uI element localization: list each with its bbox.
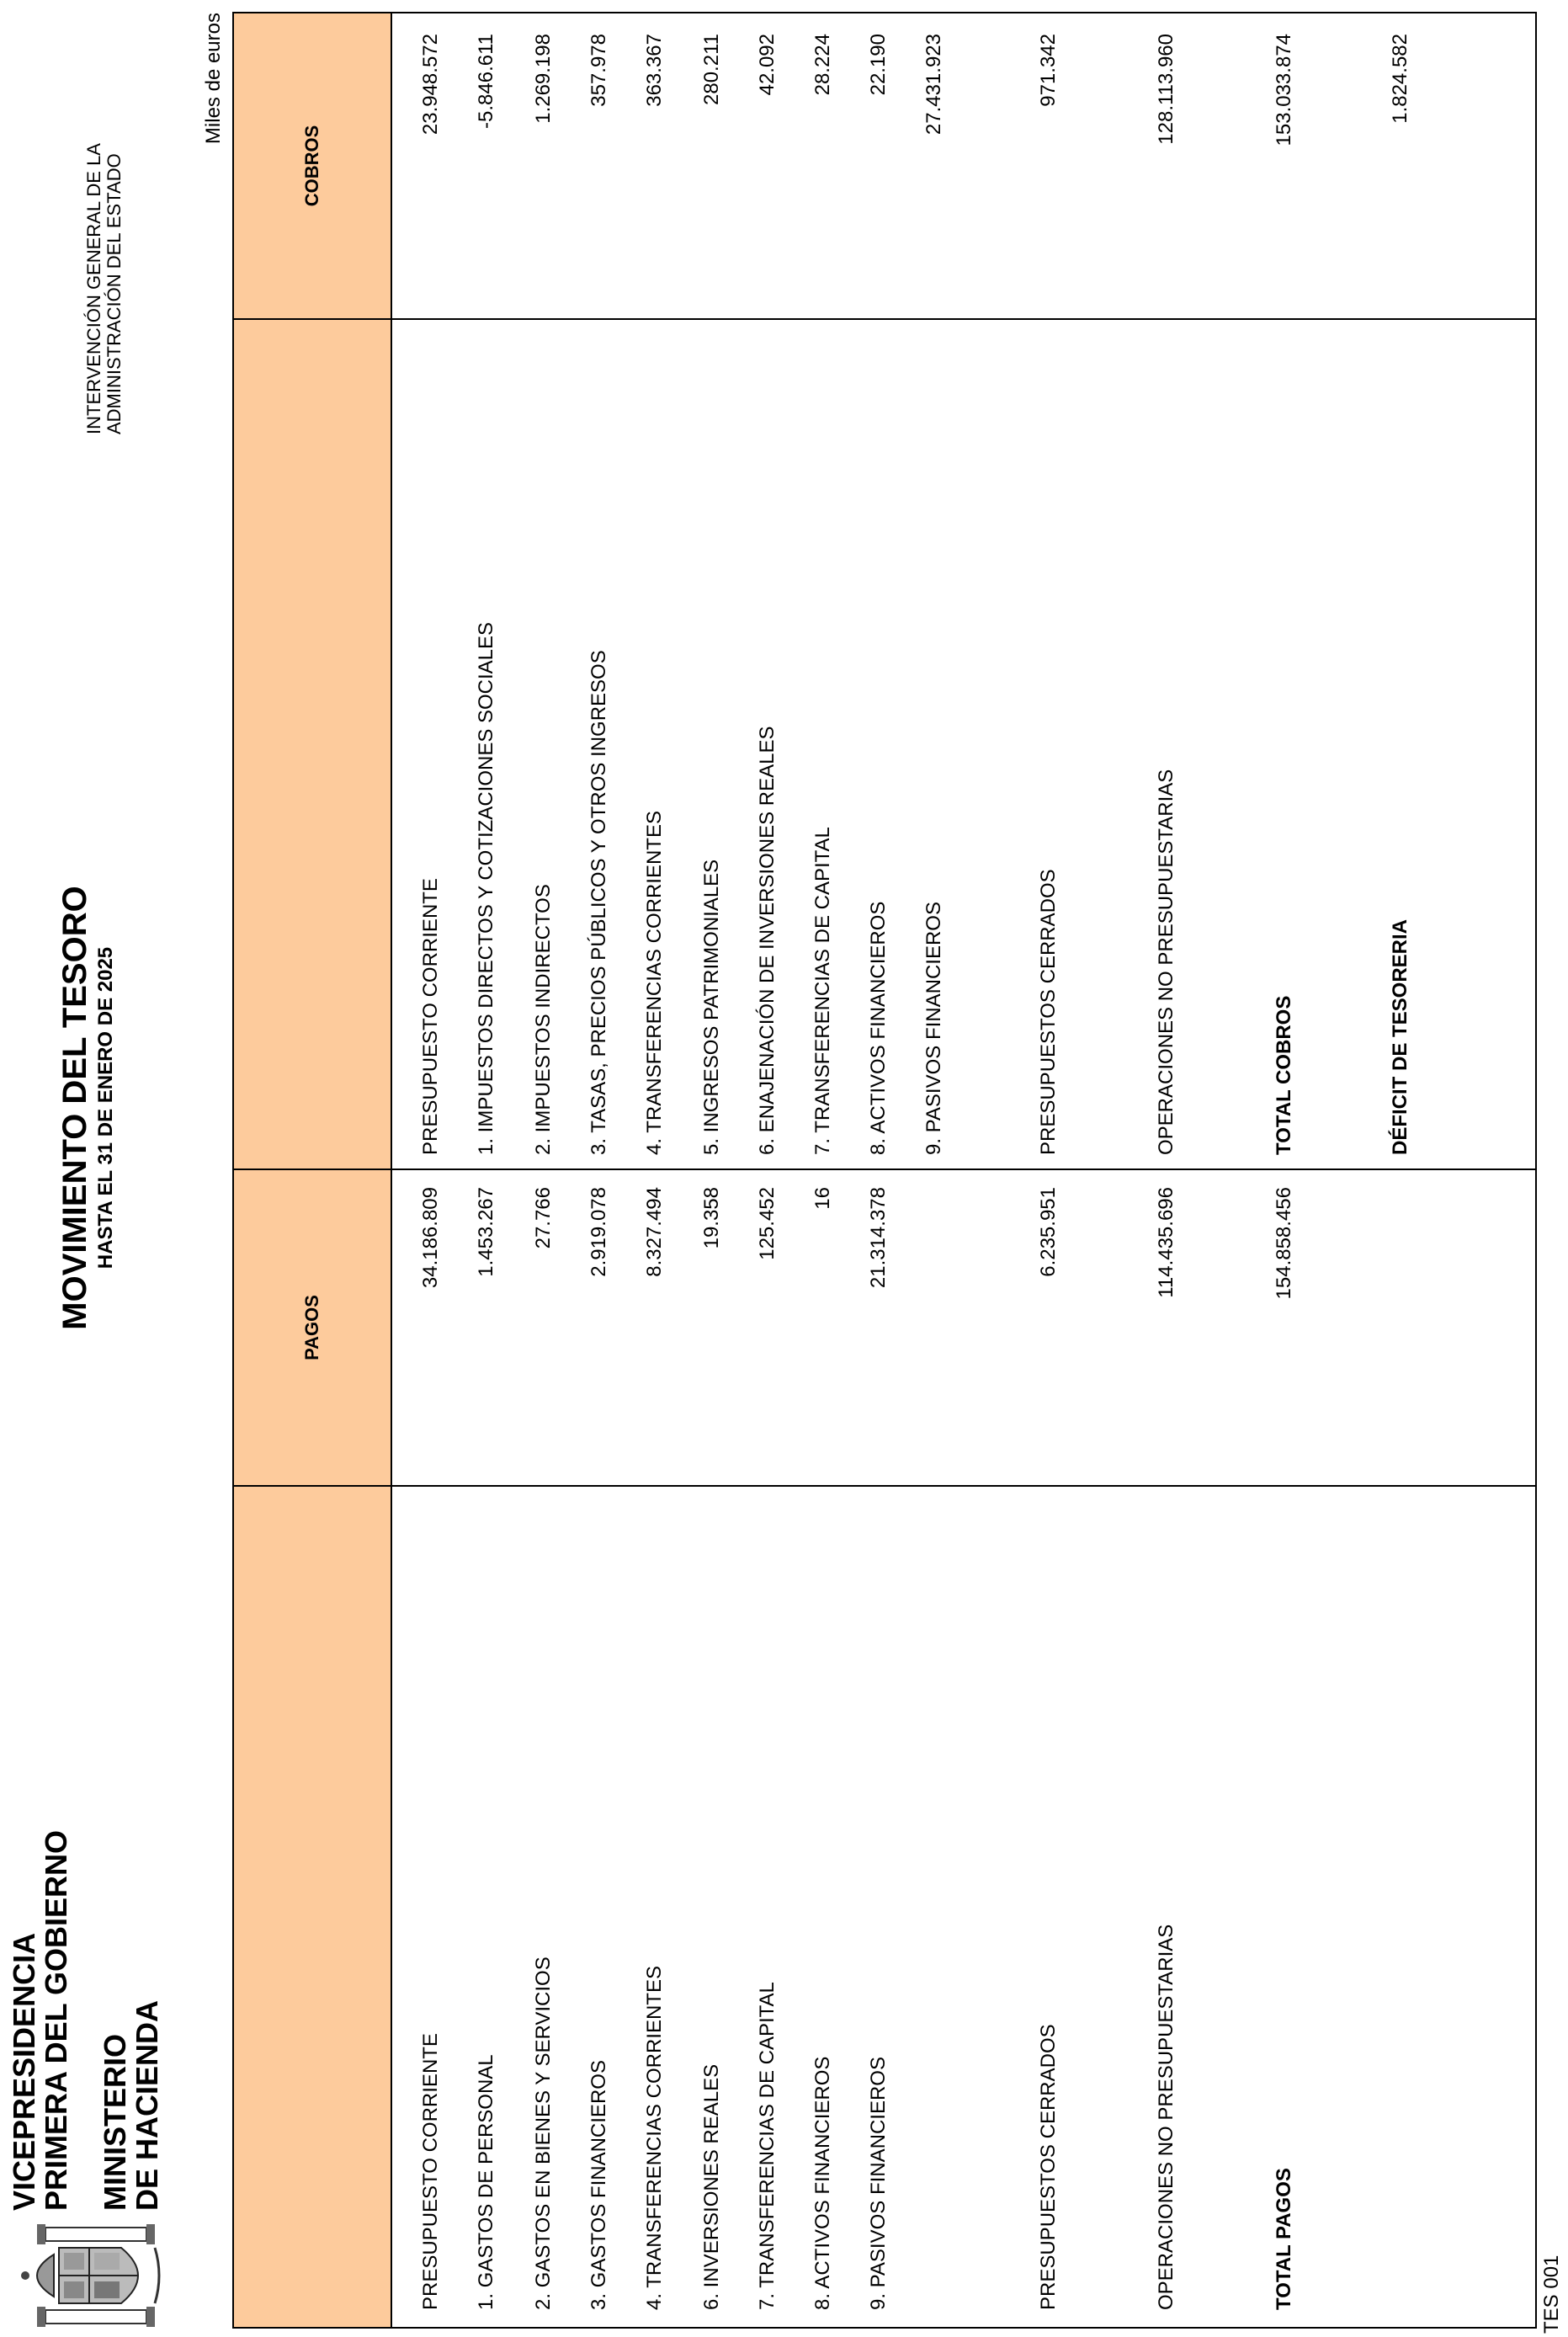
pagos-row-label: OPERACIONES NO PRESUPUESTARIAS xyxy=(1155,1924,1177,2310)
pagos-row-label: 7. TRANSFERENCIAS DE CAPITAL xyxy=(756,1982,779,2310)
total-pagos-label: TOTAL PAGOS xyxy=(1273,2168,1295,2310)
igae-label xyxy=(84,143,125,434)
pagos-row-label: PRESUPUESTOS CERRADOS xyxy=(1037,2024,1060,2310)
cobros-row-label: 3. TASAS, PRECIOS PÚBLICOS Y OTROS INGRESOS xyxy=(587,650,610,1155)
igae-line-1: INTERVENCIÓN GENERAL DE LA xyxy=(83,143,104,434)
deficit-value: 1.824.582 xyxy=(1389,34,1411,124)
pagos-row-value: 34.186.809 xyxy=(419,1187,442,1289)
page-subtitle: HASTA EL 31 DE ENERO DE 2025 xyxy=(94,946,117,1270)
pagos-row-value: 8.327.494 xyxy=(643,1187,666,1277)
cobros-row-value: 42.092 xyxy=(756,34,779,96)
document-code: TES 001 xyxy=(1540,2254,1563,2334)
total-cobros-label: TOTAL COBROS xyxy=(1273,995,1295,1155)
cobros-row-value: 128.113.960 xyxy=(1155,34,1177,145)
cobros-row-value: 23.948.572 xyxy=(419,34,442,136)
ministry-line-2: DE HACIENDA xyxy=(130,1999,164,2211)
cobros-row-label: OPERACIONES NO PRESUPUESTARIAS xyxy=(1155,769,1177,1155)
cobros-row-value: -5.846.611 xyxy=(475,34,497,129)
coat-of-arms-icon xyxy=(12,2223,168,2329)
header-divider xyxy=(391,12,392,2329)
cobros-row-label: PRESUPUESTOS CERRADOS xyxy=(1037,869,1060,1155)
cobros-row-label: 2. IMPUESTOS INDIRECTOS xyxy=(532,884,555,1155)
pagos-row-value: 125.452 xyxy=(756,1187,779,1260)
cobros-row-value: 22.190 xyxy=(867,34,890,96)
cobros-row-value: 27.431.923 xyxy=(922,34,945,136)
pagos-column-header: PAGOS xyxy=(301,1295,322,1360)
pagos-row-label: 4. TRANSFERENCIAS CORRIENTES xyxy=(643,1966,666,2310)
page-title: MOVIMIENTO DEL TESORO xyxy=(56,886,93,1330)
cobros-row-label: 7. TRANSFERENCIAS DE CAPITAL xyxy=(811,827,834,1155)
total-cobros-value: 153.033.874 xyxy=(1273,34,1295,146)
cobros-row-value: 1.269.198 xyxy=(532,34,555,124)
cobros-row-label: 4. TRANSFERENCIAS CORRIENTES xyxy=(643,811,666,1155)
pagos-row-value: 2.919.078 xyxy=(587,1187,610,1277)
pagos-row-value: 6.235.951 xyxy=(1037,1187,1060,1277)
column-divider-cobros xyxy=(232,318,1537,320)
units-label: Miles de euros xyxy=(202,13,225,145)
deficit-label: DÉFICIT DE TESORERIA xyxy=(1389,918,1411,1155)
pagos-row-value: 114.435.696 xyxy=(1155,1187,1177,1298)
cobros-row-label: 9. PASIVOS FINANCIEROS xyxy=(922,902,945,1155)
pagos-row-label: 8. ACTIVOS FINANCIEROS xyxy=(811,2056,834,2310)
ministry-line-1: MINISTERIO xyxy=(98,2033,132,2211)
cobros-row-value: 357.978 xyxy=(587,34,610,107)
pagos-row-value: 21.314.378 xyxy=(867,1187,890,1289)
pagos-row-label: 1. GASTOS DE PERSONAL xyxy=(475,2054,497,2310)
cobros-row-label: PRESUPUESTO CORRIENTE xyxy=(419,878,442,1155)
total-pagos-value: 154.858.456 xyxy=(1273,1187,1295,1300)
pagos-row-value: 1.453.267 xyxy=(475,1187,497,1277)
cobros-row-value: 363.367 xyxy=(643,34,666,107)
cobros-column-header: COBROS xyxy=(301,125,322,207)
pagos-row-value: 16 xyxy=(811,1187,834,1210)
cobros-row-label: 1. IMPUESTOS DIRECTOS Y COTIZACIONES SOCIALES xyxy=(475,621,497,1155)
igae-line-2: ADMINISTRACIÓN DEL ESTADO xyxy=(104,153,125,434)
table-frame xyxy=(232,12,1537,2329)
cobros-row-value: 971.342 xyxy=(1037,34,1060,107)
cobros-row-value: 28.224 xyxy=(811,34,834,96)
pagos-row-label: 2. GASTOS EN BIENES Y SERVICIOS xyxy=(532,1956,555,2310)
cobros-row-label: 5. INGRESOS PATRIMONIALES xyxy=(700,859,723,1155)
pagos-row-label: 6. INVERSIONES REALES xyxy=(700,2063,723,2310)
pagos-row-value: 27.766 xyxy=(532,1187,555,1249)
column-divider-middle xyxy=(232,1168,1537,1170)
cobros-row-label: 6. ENAJENACIÓN DE INVERSIONES REALES xyxy=(756,726,779,1155)
pagos-row-label: 3. GASTOS FINANCIEROS xyxy=(587,2060,610,2310)
cobros-row-value: 280.211 xyxy=(700,34,723,105)
column-divider-pagos xyxy=(232,1485,1537,1487)
cobros-row-label: 8. ACTIVOS FINANCIEROS xyxy=(867,901,890,1155)
pagos-row-value: 19.358 xyxy=(700,1187,723,1249)
pagos-row-label: PRESUPUESTO CORRIENTE xyxy=(419,2033,442,2310)
pagos-row-label: 9. PASIVOS FINANCIEROS xyxy=(867,2057,890,2310)
government-line-1: VICEPRESIDENCIA xyxy=(7,1932,41,2211)
government-line-2: PRIMERA DEL GOBIERNO xyxy=(39,1829,73,2211)
